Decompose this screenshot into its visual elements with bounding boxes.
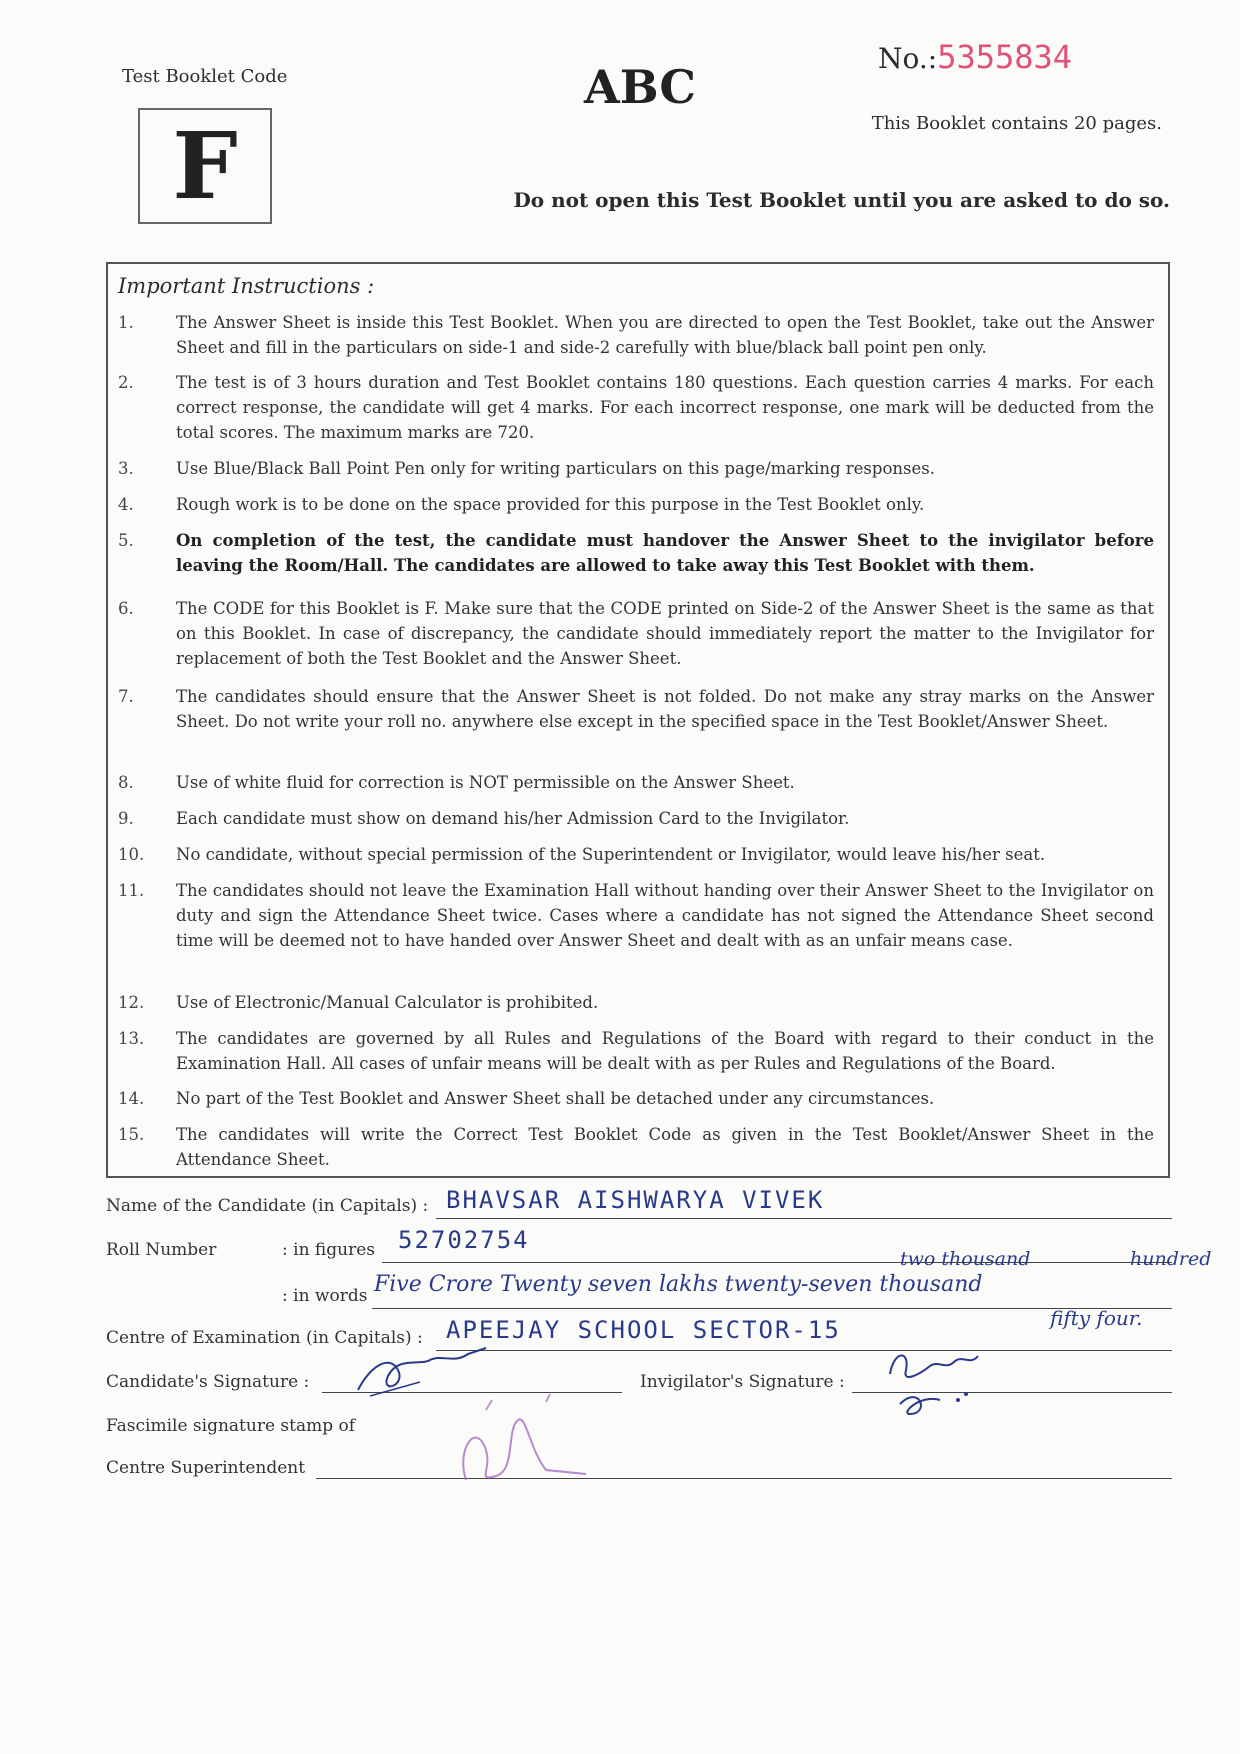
booklet-code-letter: F xyxy=(172,112,238,220)
instruction-text: The CODE for this Booklet is F. Make sure that the CODE printed on Side-2 of the Answer Sheet is the same as that on this Booklet. In case of discrepancy, the candidate should immediately report the matter to the Invigilator for replacement of both the Test Booklet and the Answer Sheet. xyxy=(176,599,1154,668)
instruction-number: 7. xyxy=(118,687,134,706)
instruction-number: 15. xyxy=(118,1125,145,1144)
instruction-number: 2. xyxy=(118,373,134,392)
roll-number-label: Roll Number xyxy=(106,1240,217,1260)
invigilator-signature-label: Invigilator's Signature : xyxy=(640,1372,845,1392)
superintendent-line xyxy=(316,1478,1172,1479)
instruction-text: The candidates should ensure that the Answer Sheet is not folded. Do not make any stray marks on the Answer Sheet. Do not write your roll no. anywhere else except in the specified space in the Test Booklet/Answer Sheet. xyxy=(176,687,1154,731)
instruction-number: 13. xyxy=(118,1029,145,1048)
instruction-number: 6. xyxy=(118,599,134,618)
instruction-number: 8. xyxy=(118,773,134,792)
instruction-text: Use Blue/Black Ball Point Pen only for writing particulars on this page/marking responses. xyxy=(176,459,935,478)
name-label: Name of the Candidate (in Capitals) : xyxy=(106,1196,429,1216)
serial-label: No.: xyxy=(878,42,938,75)
roll-words-value[interactable]: Five Crore Twenty seven lakhs twenty-seven thousand xyxy=(374,1272,983,1297)
name-value[interactable]: BHAVSAR AISHWARYA VIVEK xyxy=(446,1186,825,1214)
instruction-number: 12. xyxy=(118,993,145,1012)
roll-figures-label: : in figures xyxy=(282,1240,376,1260)
roll-words-label: : in words xyxy=(282,1286,368,1306)
name-line xyxy=(436,1218,1172,1219)
booklet-code-label: Test Booklet Code xyxy=(122,66,288,87)
centre-label: Centre of Examination (in Capitals) : xyxy=(106,1328,423,1348)
instruction-number: 14. xyxy=(118,1089,145,1108)
instruction-text: Each candidate must show on demand his/her Admission Card to the Invigilator. xyxy=(176,809,850,828)
do-not-open-warning: Do not open this Test Booklet until you are asked to do so. xyxy=(513,188,1170,212)
instruction-number: 3. xyxy=(118,459,134,478)
candidate-signature-label: Candidate's Signature : xyxy=(106,1372,310,1392)
roll-words-value-continued: fifty four. xyxy=(1050,1306,1143,1330)
instructions-box xyxy=(106,262,1170,1178)
roll-words-correction-hundred: hundred xyxy=(1130,1248,1212,1270)
instruction-text: No part of the Test Booklet and Answer Sheet shall be detached under any circumstances. xyxy=(176,1089,935,1108)
roll-figures-value[interactable]: 52702754 xyxy=(398,1226,530,1254)
centre-superintendent-label: Centre Superintendent xyxy=(106,1458,306,1478)
instruction-text: The test is of 3 hours duration and Test Booklet contains 180 questions. Each question carries 4 marks. For each correct response, the candidate will get 4 marks. For each incorrect response, one mark will be deducted from the total scores. The maximum marks are 720. xyxy=(176,373,1154,442)
centre-line xyxy=(436,1350,1172,1351)
instruction-text: Use of Electronic/Manual Calculator is prohibited. xyxy=(176,993,599,1012)
instruction-text: On completion of the test, the candidate must handover the Answer Sheet to the invigilator before leaving the Room/Hall. The candidates are allowed to take away this Test Booklet with them. xyxy=(176,531,1154,575)
instruction-text: The candidates are governed by all Rules and Regulations of the Board with regard to their conduct in the Examination Hall. All cases of unfair means will be dealt with as per Rules and Regulations of the Board. xyxy=(176,1029,1154,1073)
pages-note: This Booklet contains 20 pages. xyxy=(871,113,1162,134)
instruction-number: 1. xyxy=(118,313,134,332)
serial-number-block xyxy=(878,38,1072,76)
instruction-text: No candidate, without special permission of the Superintendent or Invigilator, would leave his/her seat. xyxy=(176,845,1046,864)
facsimile-label: Fascimile signature stamp of xyxy=(106,1416,356,1436)
booklet-code-box xyxy=(138,108,272,224)
instructions-heading: Important Instructions : xyxy=(118,274,375,298)
booklet-title: ABC xyxy=(584,60,697,114)
instruction-text: Rough work is to be done on the space provided for this purpose in the Test Booklet only. xyxy=(176,495,925,514)
centre-value[interactable]: APEEJAY SCHOOL SECTOR-15 xyxy=(446,1316,841,1344)
invigilator-signature-icon[interactable] xyxy=(880,1344,990,1422)
instruction-number: 4. xyxy=(118,495,134,514)
instruction-number: 9. xyxy=(118,809,134,828)
roll-words-correction: two thousand xyxy=(900,1248,1031,1270)
instruction-text: Use of white fluid for correction is NOT permissible on the Answer Sheet. xyxy=(176,773,795,792)
instruction-number: 5. xyxy=(118,531,134,550)
roll-figures-line xyxy=(382,1262,1172,1263)
instruction-text: The candidates should not leave the Examination Hall without handing over their Answer Sheet to the Invigilator on duty and sign the Attendance Sheet twice. Cases where a candidate has not signed the Attendance Sheet second time will be deemed not to have handed over Answer Sheet and dealt with as an unfair means case. xyxy=(176,881,1154,950)
instruction-text: The candidates will write the Correct Test Booklet Code as given in the Test Booklet/Answer Sheet in the Attendance Sheet. xyxy=(176,1125,1154,1169)
serial-number: 5355834 xyxy=(937,38,1073,76)
superintendent-stamp-icon xyxy=(446,1390,626,1490)
instruction-number: 10. xyxy=(118,845,145,864)
instruction-text: The Answer Sheet is inside this Test Booklet. When you are directed to open the Test Booklet, take out the Answer Sheet and fill in the particulars on side-1 and side-2 carefully with blue/black ball point pen only. xyxy=(176,313,1154,357)
instruction-number: 11. xyxy=(118,881,145,900)
